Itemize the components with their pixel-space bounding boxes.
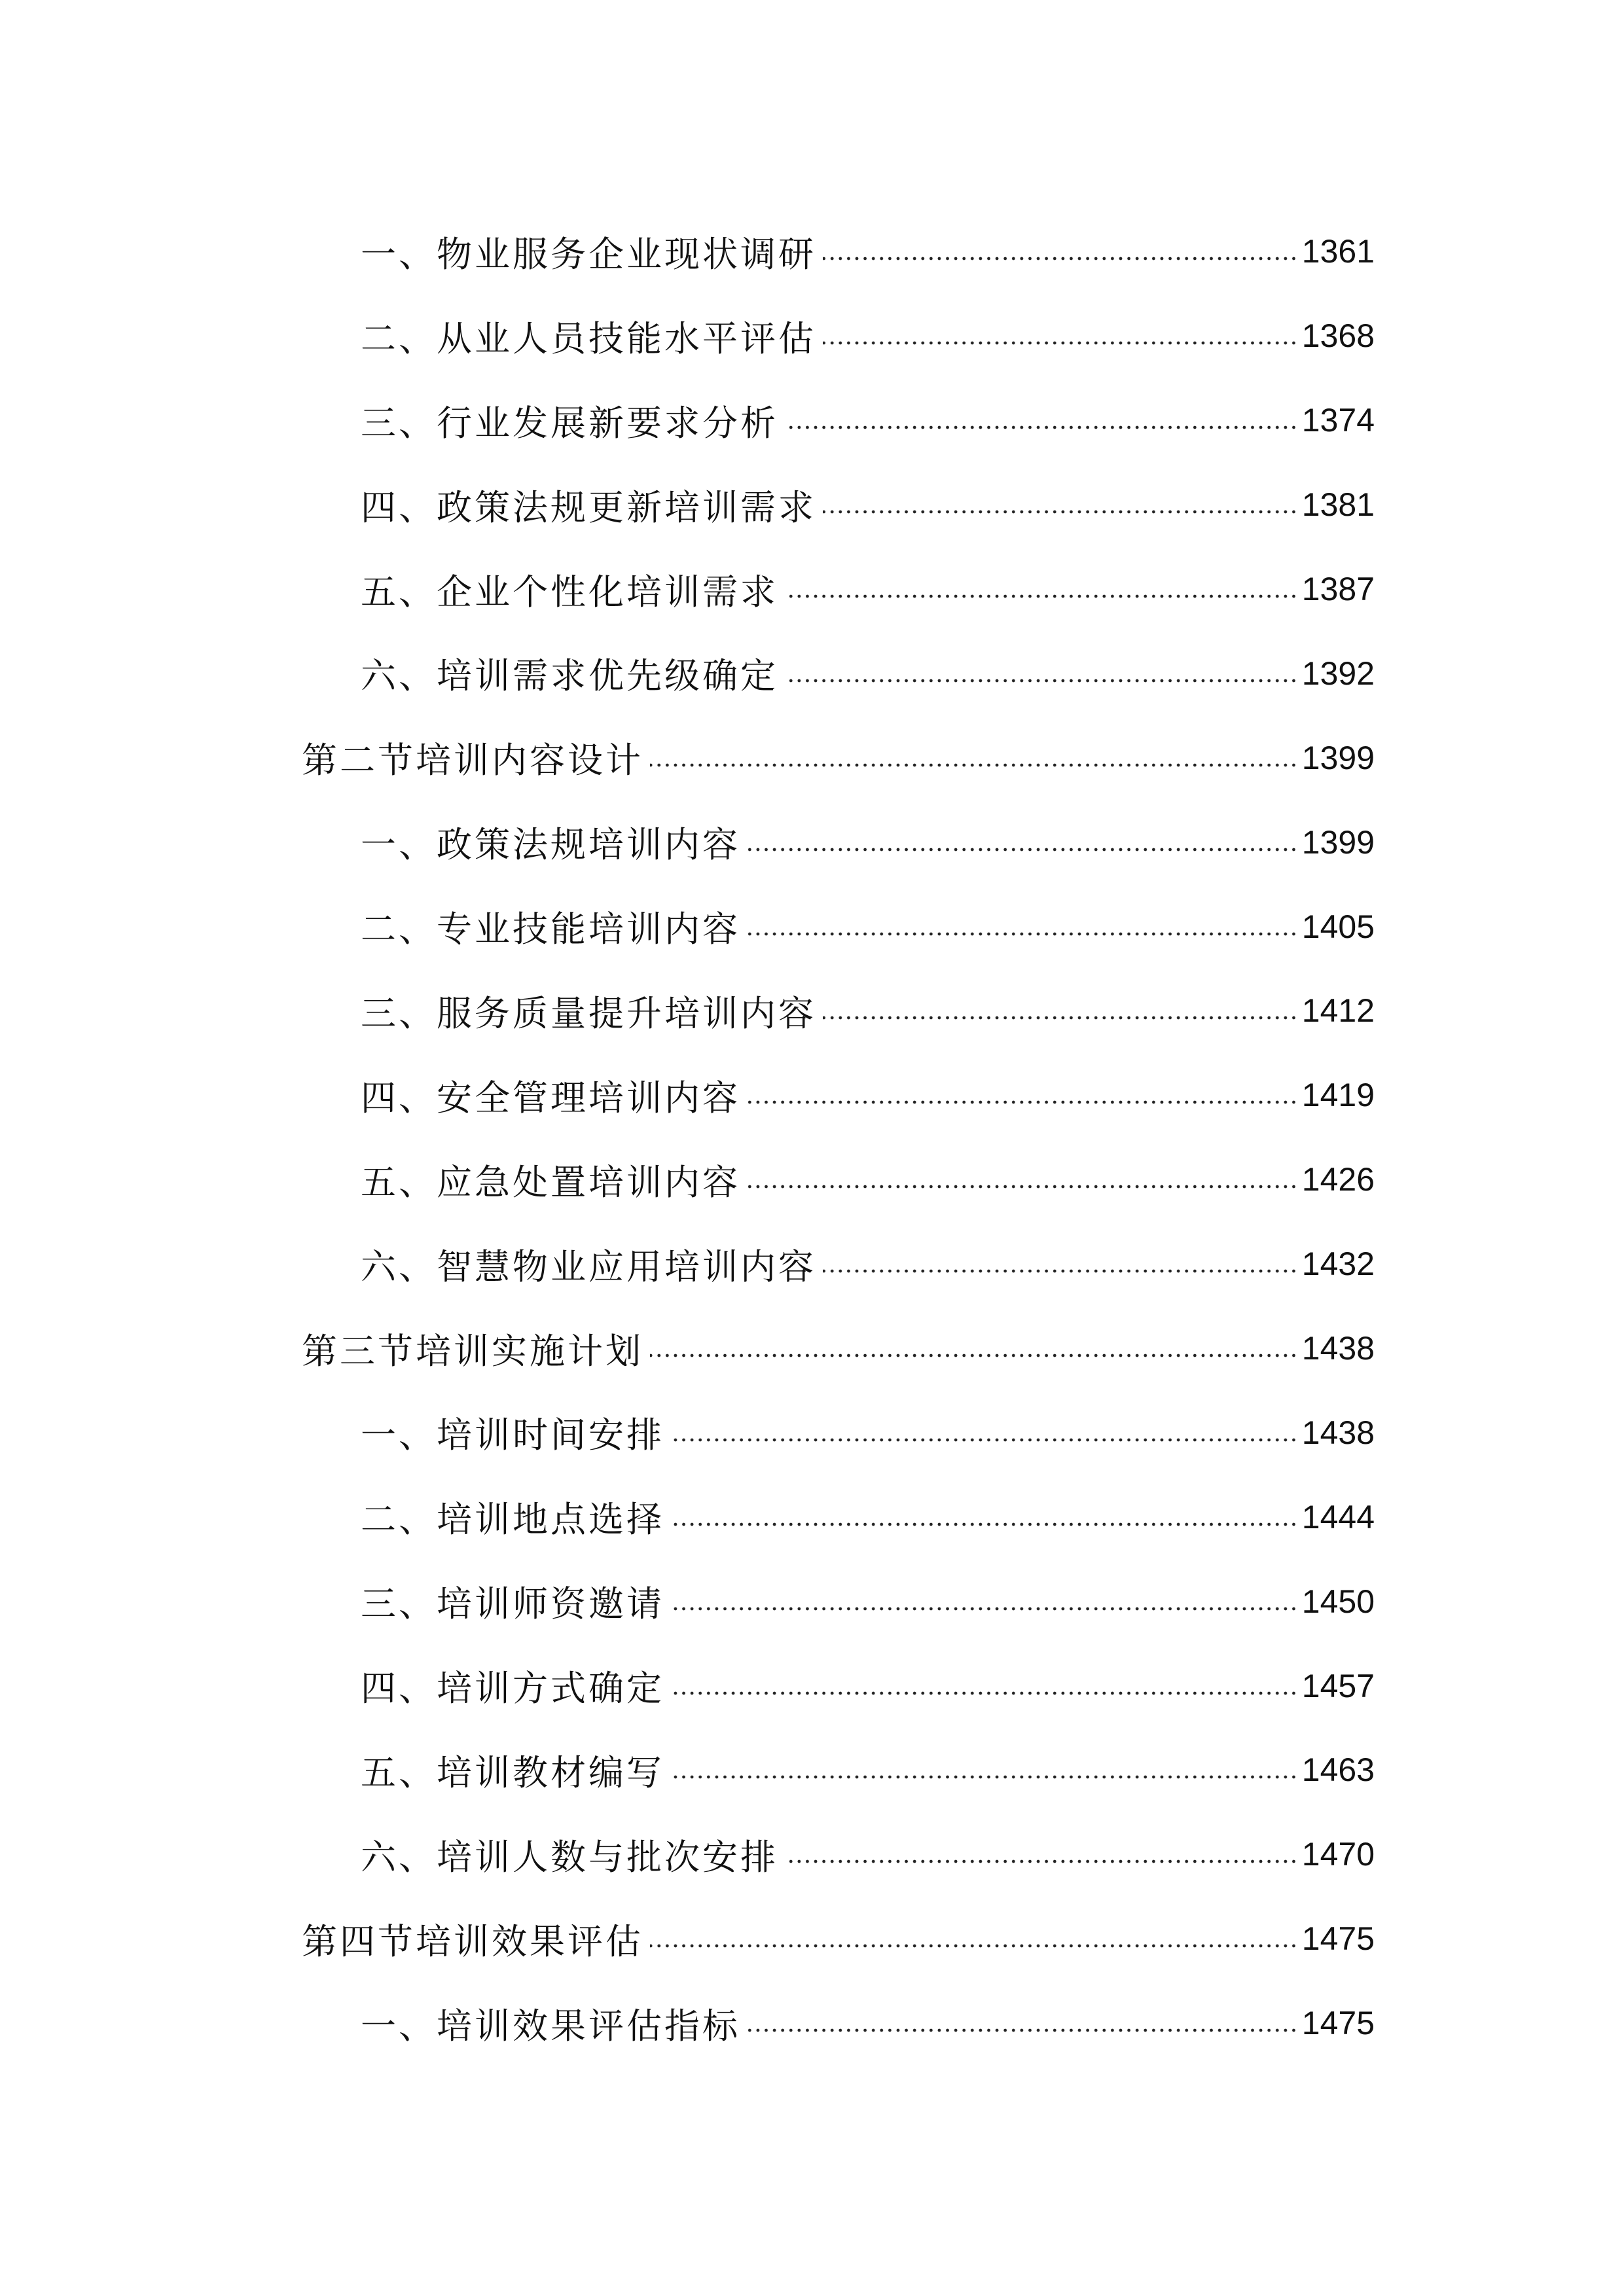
toc-entry-title: 六、培训需求优先级确定 <box>361 655 778 697</box>
toc-entry-title: 二、专业技能培训内容 <box>361 908 740 950</box>
toc-page-number: 1426 <box>1301 1161 1375 1198</box>
table-of-contents <box>0 209 1624 2066</box>
toc-entry-title: 一、政策法规培训内容 <box>361 824 740 866</box>
toc-entry-title: 三、行业发展新要求分析 <box>361 402 778 444</box>
toc-page-number: 1368 <box>1301 317 1375 355</box>
toc-entry-title: 四、培训方式确定 <box>361 1668 664 1710</box>
toc-page-number: 1412 <box>1301 992 1375 1030</box>
toc-entry-title: 五、应急处置培训内容 <box>361 1161 740 1203</box>
toc-page-number: 1399 <box>1301 739 1375 776</box>
toc-entry-title: 一、物业服务企业现状调研 <box>361 233 816 275</box>
toc-entry-title: 六、智慧物业应用培训内容 <box>361 1246 816 1287</box>
toc-page-number: 1405 <box>1301 908 1375 945</box>
toc-dot-leader <box>747 1185 1298 1189</box>
toc-dot-leader <box>785 679 1298 683</box>
toc-page-number: 1470 <box>1301 1836 1375 1873</box>
toc-dot-leader <box>785 594 1298 598</box>
toc-entry-title: 一、培训效果评估指标 <box>361 2005 740 2047</box>
toc-page-number: 1419 <box>1301 1077 1375 1114</box>
toc-subsection-entry[interactable] <box>0 1390 1624 1475</box>
toc-dot-leader <box>671 1522 1298 1526</box>
toc-page-number: 1361 <box>1301 233 1375 270</box>
toc-subsection-entry[interactable] <box>0 1053 1624 1138</box>
toc-entry-title: 五、企业个性化培训需求 <box>361 571 778 613</box>
toc-entry-title: 四、安全管理培训内容 <box>361 1077 740 1119</box>
toc-entry-title: 三、培训师资邀请 <box>361 1583 664 1625</box>
toc-page-number: 1475 <box>1301 2005 1375 2042</box>
toc-entry-title: 第二节培训内容设计 <box>302 740 643 781</box>
toc-dot-leader <box>671 1607 1298 1611</box>
toc-dot-leader <box>671 1438 1298 1442</box>
toc-page-number: 1444 <box>1301 1498 1375 1535</box>
toc-entry-title: 三、服务质量提升培训内容 <box>361 992 816 1034</box>
toc-entry-title: 六、培训人数与批次安排 <box>361 1836 778 1878</box>
toc-page-number: 1387 <box>1301 571 1375 607</box>
toc-subsection-entry[interactable] <box>0 294 1624 378</box>
toc-dot-leader <box>671 1691 1298 1695</box>
toc-entry-title: 第三节培训实施计划 <box>302 1330 643 1372</box>
toc-dot-leader <box>671 1775 1298 1779</box>
toc-subsection-entry[interactable] <box>0 1728 1624 1812</box>
toc-subsection-entry[interactable] <box>0 1222 1624 1306</box>
toc-page-number: 1450 <box>1301 1583 1375 1620</box>
toc-subsection-entry[interactable] <box>0 1981 1624 2066</box>
toc-page-number: 1381 <box>1301 486 1375 524</box>
toc-subsection-entry[interactable] <box>0 1643 1624 1728</box>
toc-page-number: 1432 <box>1301 1246 1375 1283</box>
toc-dot-leader <box>747 932 1298 936</box>
toc-dot-leader <box>650 1944 1298 1948</box>
toc-section-entry[interactable] <box>0 715 1624 800</box>
toc-subsection-entry[interactable] <box>0 1559 1624 1643</box>
toc-dot-leader <box>823 1016 1298 1020</box>
toc-dot-leader <box>650 1354 1298 1357</box>
toc-subsection-entry[interactable] <box>0 884 1624 969</box>
toc-entry-title: 五、培训教材编写 <box>361 1751 664 1793</box>
toc-dot-leader <box>747 848 1298 852</box>
toc-section-entry[interactable] <box>0 1306 1624 1391</box>
toc-subsection-entry[interactable] <box>0 378 1624 463</box>
toc-dot-leader <box>823 510 1298 514</box>
toc-dot-leader <box>823 341 1298 345</box>
toc-subsection-entry[interactable] <box>0 1475 1624 1559</box>
toc-subsection-entry[interactable] <box>0 631 1624 715</box>
toc-dot-leader <box>650 763 1298 767</box>
toc-page-number: 1463 <box>1301 1751 1375 1789</box>
toc-page-number: 1399 <box>1301 823 1375 861</box>
toc-dot-leader <box>785 425 1298 429</box>
toc-subsection-entry[interactable] <box>0 1812 1624 1897</box>
toc-subsection-entry[interactable] <box>0 969 1624 1053</box>
toc-dot-leader <box>823 1269 1298 1273</box>
toc-subsection-entry[interactable] <box>0 209 1624 294</box>
toc-entry-title: 二、培训地点选择 <box>361 1499 664 1541</box>
toc-entry-title: 四、政策法规更新培训需求 <box>361 486 816 528</box>
toc-page-number: 1392 <box>1301 655 1375 692</box>
toc-page-number: 1457 <box>1301 1667 1375 1704</box>
toc-page-number: 1475 <box>1301 1920 1375 1958</box>
toc-entry-title: 一、培训时间安排 <box>361 1414 664 1456</box>
toc-subsection-entry[interactable] <box>0 547 1624 632</box>
toc-dot-leader <box>747 2028 1298 2032</box>
toc-dot-leader <box>747 1100 1298 1104</box>
toc-dot-leader <box>785 1859 1298 1863</box>
toc-page-number: 1374 <box>1301 402 1375 439</box>
toc-subsection-entry[interactable] <box>0 800 1624 884</box>
toc-section-entry[interactable] <box>0 1897 1624 1981</box>
toc-subsection-entry[interactable] <box>0 1138 1624 1222</box>
toc-entry-title: 二、从业人员技能水平评估 <box>361 317 816 359</box>
toc-subsection-entry[interactable] <box>0 463 1624 547</box>
toc-entry-title: 第四节培训效果评估 <box>302 1920 643 1962</box>
toc-dot-leader <box>823 257 1298 260</box>
toc-page-number: 1438 <box>1301 1414 1375 1451</box>
toc-page-number: 1438 <box>1301 1330 1375 1367</box>
